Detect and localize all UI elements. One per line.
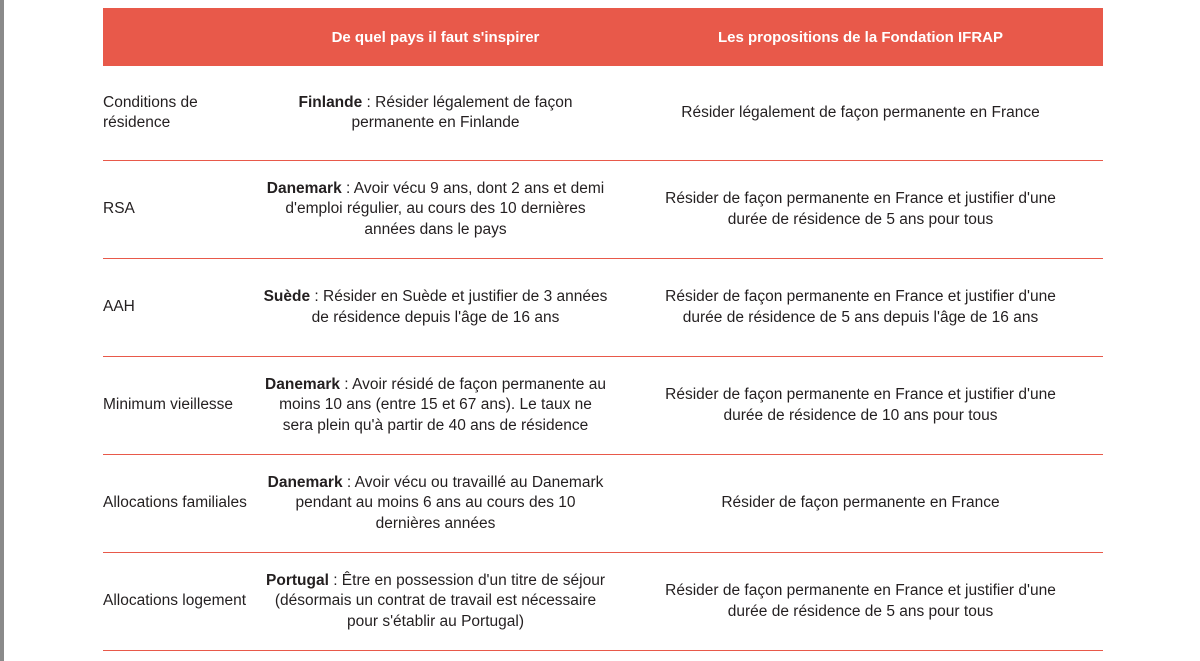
proposal-cell: Résider de façon permanente en France xyxy=(721,494,1000,512)
country-rule: : Résider légalement de façon permanente en Finlande xyxy=(351,93,573,131)
country-model-cell xyxy=(253,375,618,437)
country-name: Danemark xyxy=(267,473,343,491)
criterion-cell: RSA xyxy=(103,200,135,218)
criterion-cell: Conditions de résidence xyxy=(103,93,198,131)
proposal-cell: Résider légalement de façon permanente en France xyxy=(681,103,1040,121)
country-rule: : Avoir vécu ou travaillé au Danemark pendant au moins 6 ans au cours des 10 dernières années xyxy=(295,473,604,532)
country-model-cell xyxy=(253,93,618,134)
country-name: Danemark xyxy=(265,375,340,393)
table-row xyxy=(103,259,1103,357)
proposal-cell: Résider de façon permanente en France et justifier d'une durée de résidence de 5 ans pour tous xyxy=(665,190,1056,228)
table-header xyxy=(103,8,1103,66)
criterion-cell: Allocations logement xyxy=(103,592,247,610)
country-rule: : Avoir résidé de façon permanente au moins 10 ans (entre 15 et 67 ans). Le taux ne sera plein qu'à partir de 40 ans de résidence xyxy=(279,375,606,434)
country-model-cell xyxy=(253,287,618,328)
proposal-cell: Résider de façon permanente en France et justifier d'une durée de résidence de 5 ans pour tous xyxy=(665,582,1056,620)
country-rule: : Être en possession d'un titre de séjour (désormais un contrat de travail est nécessaire pour s'établir au Portugal) xyxy=(274,571,605,630)
criterion-cell: Minimum vieillesse xyxy=(103,396,234,414)
header-country-model: De quel pays il faut s'inspirer xyxy=(331,28,540,46)
criterion-cell: Allocations familiales xyxy=(103,494,247,512)
table-row xyxy=(103,553,1103,651)
country-model-cell xyxy=(253,571,618,633)
header-ifrap-proposal: Les propositions de la Fondation IFRAP xyxy=(717,28,1003,46)
country-name: Finlande xyxy=(298,93,363,111)
country-name: Portugal xyxy=(266,571,329,589)
country-name: Danemark xyxy=(266,179,342,197)
table-row xyxy=(103,66,1103,161)
country-rule: : Résider en Suède et justifier de 3 années de résidence depuis l'âge de 16 ans xyxy=(310,288,608,326)
country-model-cell xyxy=(253,473,618,535)
criterion-cell: AAH xyxy=(103,298,135,316)
table-row xyxy=(103,455,1103,553)
proposal-cell: Résider de façon permanente en France et justifier d'une durée de résidence de 10 ans pour tous xyxy=(665,386,1056,424)
proposal-cell: Résider de façon permanente en France et justifier d'une durée de résidence de 5 ans depuis l'âge de 16 ans xyxy=(665,288,1056,326)
country-rule: : Avoir vécu 9 ans, dont 2 ans et demi d'emploi régulier, au cours des 10 dernières années dans le pays xyxy=(285,179,605,238)
comparison-table xyxy=(103,8,1103,651)
page-edge-rule xyxy=(0,0,4,661)
country-name: Suède xyxy=(263,288,311,305)
table-row xyxy=(103,161,1103,259)
table-row xyxy=(103,357,1103,455)
country-model-cell xyxy=(253,179,618,241)
